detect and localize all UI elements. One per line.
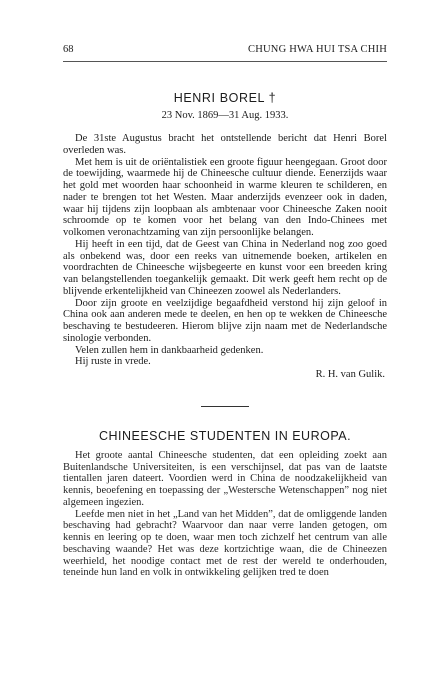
article-title: HENRI BOREL † <box>173 91 277 105</box>
article-paragraph: Met hem is uit de oriëntalistiek een groote figuur heengegaan. Groot door de toewijding, waarmede hij de Chineesche cultuur diende. Eenerzijds waar het gold met woorden haar schoonheid in warme kleuren te schilderen, en nader te brengen tot het Westen. Maar anderzijds evenzeer ook in daden, waar hij tijdens zijn loopbaan als ambtenaar voor Chineesche Zaken nooit schroomde op te komen voor het belang van den Indo-Chinees met volkomen veronachtzaming van zijn persoonlijke belangen. <box>63 156 387 238</box>
article-paragraph: Hij ruste in vrede. <box>75 356 151 368</box>
header-rule <box>63 61 387 62</box>
section-divider <box>201 406 249 407</box>
article-paragraph: Velen zullen hem in dankbaarheid gedenken. <box>75 344 264 356</box>
section-title: CHINEESCHE STUDENTEN IN EUROPA. <box>98 428 352 443</box>
section-paragraph: Leefde men niet in het „Land van het Midden”, dat de omliggende landen beschaving had gebracht? Waarvoor dan naar verre landen getogen, om kennis en leering op te doen, waar men toch zichzelf het centrum van alle beschaving waande? Het was deze kortzichtige waan, die de Chineezen weerhield, het noodige contact met de rest der wereld te onderhouden, teneinde hun land en volk in ontwikkeling gelijken tred te doen <box>63 508 387 579</box>
article-paragraph: De 31ste Augustus bracht het ontstellende bericht dat Henri Borel overleden was. <box>63 133 387 156</box>
section-body <box>63 450 387 579</box>
running-title: CHUNG HWA HUI TSA CHIH <box>248 44 387 55</box>
article-signature: R. H. van Gulik. <box>315 369 385 380</box>
document-page <box>63 44 387 579</box>
article-date: 23 Nov. 1869—31 Aug. 1933. <box>161 110 289 121</box>
running-head <box>63 44 387 58</box>
article-body <box>63 133 387 368</box>
page-number: 68 <box>63 44 74 55</box>
article-paragraph: Hij heeft in een tijd, dat de Geest van China in Nederland nog zoo goed als onbekend was, door een reeks van uitnemende boeken, artikelen en voordrachten de Chineesche wijsbegeerte en kunst voor een breeden kring van belangstellenden toegankelijk gemaakt. Dit werk geeft hem recht op de blijvende erkentelijkheid van Chineezen zoowel als Nederlanders. <box>63 238 387 297</box>
article-paragraph: Door zijn groote en veelzijdige begaafdheid verstond hij zijn geloof in China ook aan anderen mede te deelen, en hen op te wekken de Chineesche beschaving te bestudeeren. Hierom blijve zijn naam met de Nederlandsche sinologie verbonden. <box>63 297 387 344</box>
section-paragraph: Het groote aantal Chineesche studenten, dat een opleiding zoekt aan Buitenlandsche Universiteiten, is een verschijnsel, dat pas van de laatste tientallen jaren dateert. Voordien werd in China de noodzakelijkheid van kennis, beoefening en toepassing der „Westersche Wetenschappen” nog niet algemeen ingezien. <box>63 449 387 508</box>
